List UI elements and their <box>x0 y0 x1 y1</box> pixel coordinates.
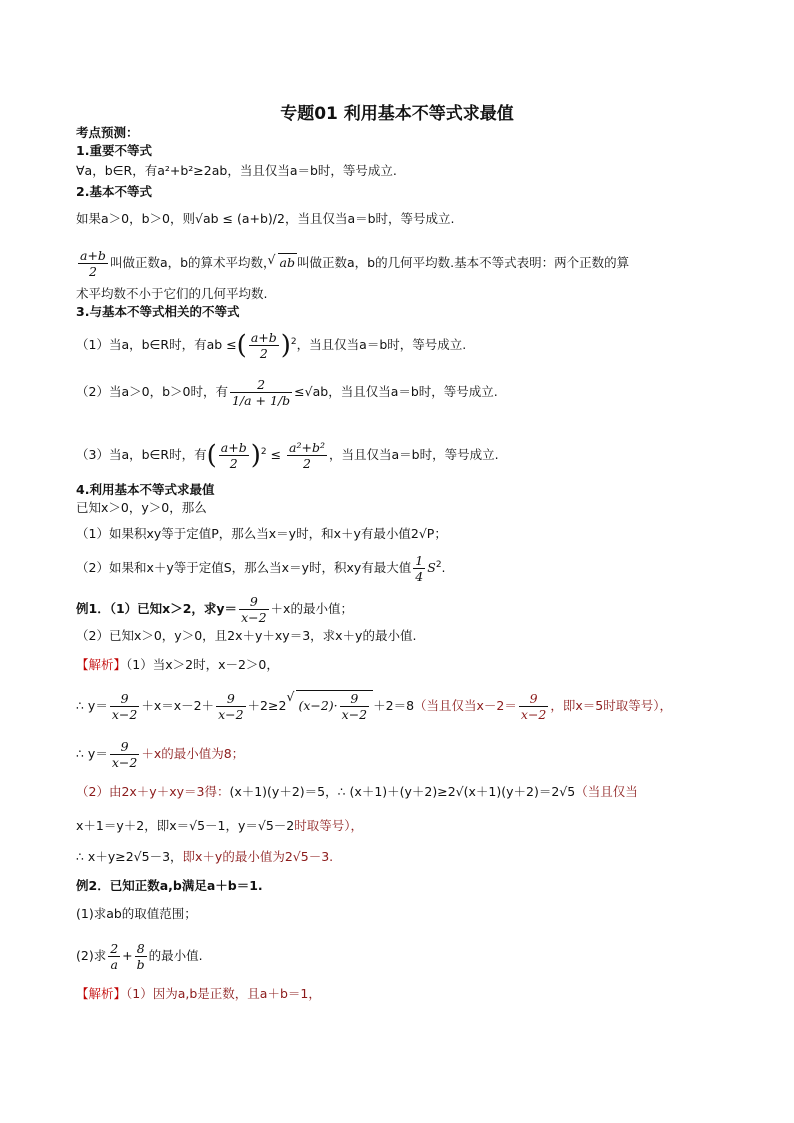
example-1-solution-4: （2）由2x＋y＋xy＝3得：(x＋1)(y＋2)＝5，∴ (x＋1)＋(y＋2)≥2√(x＋1)(y＋2)＝2√5（当且仅当 <box>76 784 638 799</box>
example-2-question-2: (2)求 $\frac{2}{a}$ + $\frac{8}{b}$ 的最小值. <box>76 941 203 972</box>
section-2-line-2: $\frac{a+b}{2}$ 叫做正数a，b的算术平均数，√ ab 叫做正数a，b的几何平均数.基本不等式表明：两个正数的算 <box>76 248 629 279</box>
example-1-solution-3: ∴ y＝ $\frac{9}{x-2}$ ＋x的最小值为8； <box>76 739 245 770</box>
example-2-solution-1: 【解析】（1）因为a,b是正数，且a＋b＝1， <box>76 986 321 1001</box>
section-1-line: ∀a，b∈R，有a²+b²≥2ab，当且仅当a＝b时，等号成立. <box>76 163 397 178</box>
page-title: 专题01 利用基本不等式求最值 <box>280 104 514 124</box>
section-3-item-2: （2）当a＞0，b＞0时，有 $\frac{2}{1/a + 1/b}$ ≤√ab，当且仅当a＝b时，等号成立. <box>76 377 498 408</box>
example-1-solution-1: 【解析】（1）当x＞2时，x－2＞0， <box>76 657 279 672</box>
section-4-item-2: （2）如果和x＋y等于定值S，那么当x＝y时，积xy有最大值 $\frac{1}{4}$ $S^2$. <box>76 553 446 584</box>
example-2-question-1: (1)求ab的取值范围； <box>76 906 197 921</box>
section-4-condition: 已知x＞0，y＞0，那么 <box>76 500 207 515</box>
section-1-heading: 1.重要不等式 <box>76 143 152 158</box>
section-2-line-1: 如果a＞0，b＞0，则√ab ≤ (a+b)/2，当且仅当a＝b时，等号成立. <box>76 211 455 226</box>
example-1-question-2: （2）已知x＞0，y＞0，且2x＋y＋xy＝3，求x＋y的最小值. <box>76 628 417 643</box>
section-preview-label: 考点预测： <box>76 125 139 140</box>
section-2-line-3: 术平均数不小于它们的几何平均数. <box>76 286 268 301</box>
section-3-item-1: （1）当a，b∈R时，有ab ≤( $\frac{a+b}{2}$ )$^2$，当且仅当a＝b时，等号成立. <box>76 330 467 361</box>
example-2-question: 例2．已知正数a,b满足a＋b＝1. <box>76 878 263 893</box>
example-1-solution-5: x＋1＝y＋2，即x＝√5－1，y＝√5－2时取等号）， <box>76 818 364 833</box>
section-4-heading: 4.利用基本不等式求最值 <box>76 482 215 497</box>
section-3-item-3: （3）当a，b∈R时，有( $\frac{a+b}{2}$ )$^2$ ≤ $\frac{\text{a²+b²}}{2}$ ，当且仅当a＝b时，等号成立. <box>76 440 499 471</box>
sqrt-ab: √ ab <box>278 253 297 272</box>
example-1-question-1: 例1．（1）已知x＞2，求y＝ $\frac{9}{x-2}$ ＋x的最小值； <box>76 594 353 625</box>
fraction-a-plus-b-over-2: $\frac{a+b}{2}$ <box>80 248 106 279</box>
section-3-heading: 3.与基本不等式相关的不等式 <box>76 304 240 319</box>
example-1-solution-6: ∴ x＋y≥2√5－3，即x＋y的最小值为2√5－3. <box>76 849 334 864</box>
example-1-solution-2: ∴ y＝ $\frac{9}{x-2}$ ＋x＝x－2＋ $\frac{9}{x-2}$ ＋2≥2√ (x−2)· $\frac{9}{x-2}$ ＋2＝8（当且仅当x－2＝ $\frac{9}{x-2}$ ，即x＝5时取等号）， <box>76 690 672 722</box>
section-2-heading: 2.基本不等式 <box>76 184 152 199</box>
section-4-item-1: （1）如果积xy等于定值P，那么当x＝y时，和x＋y有最小值2√P； <box>76 526 447 541</box>
